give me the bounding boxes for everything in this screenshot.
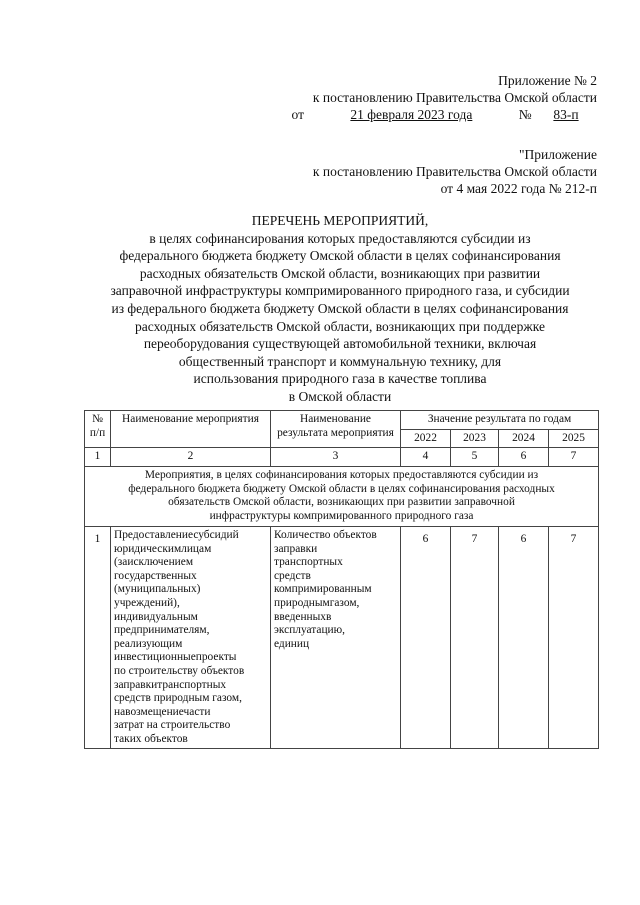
prev-decree-date: от 4 мая 2022 года № 212-п bbox=[440, 181, 597, 196]
event-name-line bbox=[114, 692, 267, 706]
event-name-line bbox=[114, 665, 267, 679]
result-name-line bbox=[274, 543, 397, 557]
result-name-line-word: средств bbox=[274, 569, 311, 582]
event-name-line-word: субсидий bbox=[193, 528, 239, 541]
result-name-line-word: компримированным bbox=[274, 583, 372, 596]
event-name-line bbox=[114, 543, 267, 557]
event-name-line-word: транспортных bbox=[157, 678, 227, 691]
result-name-line bbox=[274, 556, 397, 570]
column-numbers-row bbox=[85, 448, 599, 467]
event-name-line bbox=[114, 624, 267, 638]
result-name-line-word: заправки bbox=[274, 542, 318, 555]
result-name-cell bbox=[271, 526, 401, 749]
value-2024: 6 bbox=[499, 526, 549, 749]
appendix-previous-header bbox=[313, 146, 597, 197]
section-title-line: федерального бюджета бюджету Омской области в целях софинансирования расходных bbox=[128, 482, 555, 495]
result-name-line-word: транспортных bbox=[274, 556, 343, 569]
header-year: 2025 bbox=[549, 429, 599, 448]
event-name-line bbox=[114, 556, 267, 570]
title-line: ПЕРЕЧЕНЬ МЕРОПРИЯТИЙ, bbox=[251, 213, 429, 228]
event-name-line bbox=[114, 583, 267, 597]
result-name-line bbox=[274, 583, 397, 597]
event-name-cell bbox=[111, 526, 271, 749]
header-year: 2023 bbox=[451, 429, 499, 448]
result-name-line bbox=[274, 611, 397, 625]
header-year: 2022 bbox=[401, 429, 451, 448]
title-line: использования природного газа в качестве топлива bbox=[193, 371, 487, 387]
result-name-line-word: Количество объектов bbox=[274, 528, 377, 541]
event-name-line-word: части bbox=[183, 705, 211, 718]
title-line: расходных обязательств Омской области, возникающих при поддержке bbox=[135, 318, 545, 334]
section-title-line: Мероприятия, в целях софинансирования которых предоставляются субсидии из bbox=[144, 468, 539, 481]
event-name-line-word: индивидуальным bbox=[114, 610, 198, 623]
event-name-line-word: реализующим bbox=[114, 637, 183, 650]
event-name-line bbox=[114, 679, 267, 693]
header-event-name: Наименование мероприятия bbox=[111, 411, 271, 448]
result-name-line-word: единиц bbox=[274, 637, 310, 650]
prev-decree-ref: к постановлению Правительства Омской области bbox=[312, 164, 597, 179]
column-number: 5 bbox=[451, 448, 499, 467]
column-number: 4 bbox=[401, 448, 451, 467]
event-name-line-word: лицам bbox=[181, 542, 212, 555]
section-title-line: инфраструктуры компримированного природного газа bbox=[209, 510, 474, 523]
value-2022: 6 bbox=[401, 526, 451, 749]
title-line: в Омской области bbox=[288, 388, 392, 404]
event-name-line bbox=[114, 611, 267, 625]
event-name-line bbox=[114, 570, 267, 584]
value-2023: 7 bbox=[451, 526, 499, 749]
event-name-line bbox=[114, 529, 267, 543]
event-name-line-word: инвестиционные bbox=[114, 651, 196, 664]
appendix-date-line bbox=[292, 106, 598, 123]
result-name-line bbox=[274, 597, 397, 611]
value-2025: 7 bbox=[549, 526, 599, 749]
event-name-line-word: заправки bbox=[114, 678, 158, 691]
event-name-line-word: государственных bbox=[114, 569, 197, 582]
column-number: 6 bbox=[499, 448, 549, 467]
column-number: 2 bbox=[111, 448, 271, 467]
header-result-name: Наименование результата мероприятия bbox=[271, 411, 401, 448]
event-name-line bbox=[114, 638, 267, 652]
title-line: переоборудования существующей автомобильной техники, включая bbox=[143, 336, 537, 352]
title-line: общественный транспорт и коммунальную технику, для bbox=[178, 353, 502, 369]
decree-number: 83-п bbox=[553, 107, 579, 122]
result-name-line bbox=[274, 570, 397, 584]
result-name-line bbox=[274, 624, 397, 638]
column-number: 1 bbox=[85, 448, 111, 467]
event-name-line-word: возмещение bbox=[125, 705, 184, 718]
events-table bbox=[84, 410, 599, 749]
result-name-line-word: газом, bbox=[329, 596, 360, 609]
event-name-line-word: средств природным газом, bbox=[114, 692, 242, 705]
event-name-line bbox=[114, 719, 267, 733]
event-name-line bbox=[114, 597, 267, 611]
header-year: 2024 bbox=[499, 429, 549, 448]
title-line: в целях софинансирования которых предоставляются субсидии из bbox=[149, 230, 531, 246]
from-label: от bbox=[291, 107, 304, 122]
document-title bbox=[80, 212, 600, 406]
number-label: № bbox=[518, 107, 532, 122]
header-num: № п/п bbox=[85, 411, 111, 448]
row-number: 1 bbox=[85, 526, 111, 749]
event-name-line bbox=[114, 733, 267, 747]
event-name-line-word: (муниципальных) bbox=[114, 583, 201, 596]
event-name-line-word: исключением bbox=[127, 556, 194, 569]
result-name-line-word: введенных bbox=[274, 610, 326, 623]
section-title-line: обязательств Омской области, возникающих при развитии заправочной bbox=[168, 496, 515, 509]
event-name-line-word: Предоставление bbox=[114, 528, 194, 541]
column-number: 3 bbox=[271, 448, 401, 467]
column-number: 7 bbox=[549, 448, 599, 467]
result-name-line-word: эксплуатацию, bbox=[274, 624, 346, 637]
section-title-row bbox=[85, 466, 599, 526]
event-name-line-word: на bbox=[114, 705, 126, 718]
title-line: расходных обязательств Омской области, возникающих при развитии bbox=[139, 265, 541, 281]
result-name-line bbox=[274, 638, 397, 652]
event-name-line-word: предпринимателям, bbox=[114, 624, 210, 637]
title-line: из федерального бюджета бюджету Омской области в целях софинансирования bbox=[111, 300, 569, 316]
section-title bbox=[85, 466, 599, 526]
event-name-line-word: по строительству объектов bbox=[114, 664, 245, 677]
title-line: федерального бюджета бюджету Омской области в целях софинансирования bbox=[119, 248, 561, 264]
table-row bbox=[85, 526, 599, 749]
appendix-decree-ref: к постановлению Правительства Омской области bbox=[312, 90, 597, 105]
event-name-line-word: таких объектов bbox=[114, 732, 188, 745]
event-name-line bbox=[114, 706, 267, 720]
event-name-line-word: (за bbox=[114, 556, 128, 569]
event-name-line bbox=[114, 651, 267, 665]
title-line: заправочной инфраструктуры компримированного природного газа, и субсидии bbox=[110, 283, 570, 299]
table-header-row bbox=[85, 411, 599, 430]
event-name-line-word: проекты bbox=[195, 651, 237, 664]
prev-appendix-label: "Приложение bbox=[519, 147, 597, 162]
event-name-line-word: юридическим bbox=[114, 542, 182, 555]
result-name-line-word: природным bbox=[274, 596, 330, 609]
event-name-line-word: учреждений), bbox=[114, 596, 180, 609]
result-name-line bbox=[274, 529, 397, 543]
appendix-number: Приложение № 2 bbox=[498, 73, 597, 88]
event-name-line-word: затрат на строительство bbox=[114, 719, 231, 732]
header-values-by-year: Значение результата по годам bbox=[401, 411, 599, 430]
appendix-current-header bbox=[292, 72, 598, 123]
decree-date: 21 февраля 2023 года bbox=[350, 107, 473, 122]
result-name-line-word: в bbox=[326, 610, 332, 623]
